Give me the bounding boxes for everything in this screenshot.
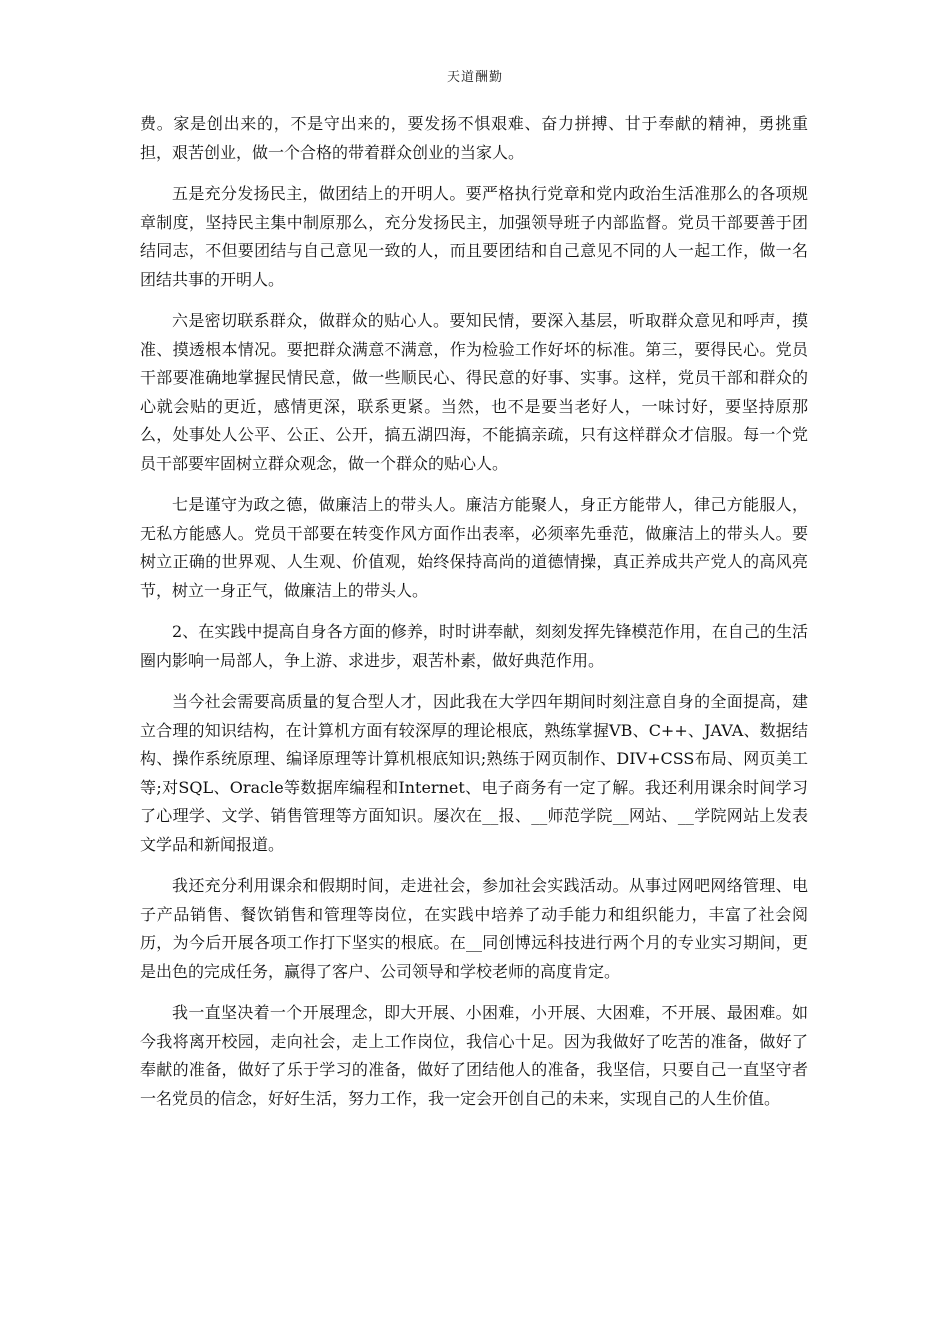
paragraph: 六是密切联系群众，做群众的贴心人。要知民情，要深入基层，听取群众意见和呼声，摸准、摸透根本情况。要把群众满意不满意，作为检验工作好坏的标准。第三，要得民心。党员干部要准确地掌握民情民意，做一些顺民心、得民意的好事、实事。这样，党员干部和群众的心就会贴的更近，感情更深，联系更紧。当然，也不是要当老好人，一味讨好，要坚持原那么，处事处人公平、公正、公开，搞五湖四海，不能搞亲疏，只有这样群众才信服。每一个党员干部要牢固树立群众观念，做一个群众的贴心人。 [140, 311, 808, 473]
paragraph: 当今社会需要高质量的复合型人才，因此我在大学四年期间时刻注意自身的全面提高，建立合理的知识结构，在计算机方面有较深厚的理论根底，熟练掌握VB、C++、JAVA、数据结构、操作系统原理、编译原理等计算机根底知识;熟练于网页制作、DIV+CSS布局、网页美工等;对SQL、Oracle等数据库编程和Internet、电子商务有一定了解。我还利用课余时间学习了心理学、文学、销售管理等方面知识。屡次在__报、__师范学院__网站、__学院网站上发表文学品和新闻报道。 [140, 692, 808, 854]
paragraph: 我一直坚决着一个开展理念，即大开展、小困难，小开展、大困难，不开展、最困难。如今我将离开校园，走向社会，走上工作岗位，我信心十足。因为我做好了吃苦的准备，做好了奉献的准备，做好了乐于学习的准备，做好了团结他人的准备，我坚信，只要自己一直坚守者一名党员的信念，好好生活，努力工作，我一定会开创自己的未来，实现自己的人生价值。 [140, 1003, 808, 1108]
page-header: 天道酬勤 [446, 70, 503, 85]
document-body [140, 110, 808, 1126]
paragraph: 我还充分利用课余和假期时间，走进社会，参加社会实践活动。从事过网吧网络管理、电子产品销售、餐饮销售和管理等岗位，在实践中培养了动手能力和组织能力，丰富了社会阅历，为今后开展各项工作打下坚实的根底。在__同创博远科技进行两个月的专业实习期间，更是出色的完成任务，赢得了客户、公司领导和学校老师的高度肯定。 [140, 876, 808, 981]
paragraph: 2、在实践中提高自身各方面的修养，时时讲奉献，刻刻发挥先锋模范作用，在自己的生活圈内影响一局部人，争上游、求进步，艰苦朴素，做好典范作用。 [140, 622, 808, 670]
paragraph: 七是谨守为政之德，做廉洁上的带头人。廉洁方能聚人，身正方能带人，律己方能服人，无私方能感人。党员干部要在转变作风方面作出表率，必须率先垂范，做廉洁上的带头人。要树立正确的世界观、人生观、价值观，始终保持高尚的道德情操，真正养成共产党人的高风亮节，树立一身正气，做廉洁上的带头人。 [140, 495, 808, 600]
paragraph: 费。家是创出来的，不是守出来的，要发扬不惧艰难、奋力拼搏、甘于奉献的精神，勇挑重担，艰苦创业，做一个合格的带着群众创业的当家人。 [140, 114, 808, 162]
paragraph: 五是充分发扬民主，做团结上的开明人。要严格执行党章和党内政治生活准那么的各项规章制度，坚持民主集中制原那么，充分发扬民主，加强领导班子内部监督。党员干部要善于团结同志，不但要团结与自己意见一致的人，而且要团结和自己意见不同的人一起工作，做一名团结共事的开明人。 [140, 184, 808, 289]
